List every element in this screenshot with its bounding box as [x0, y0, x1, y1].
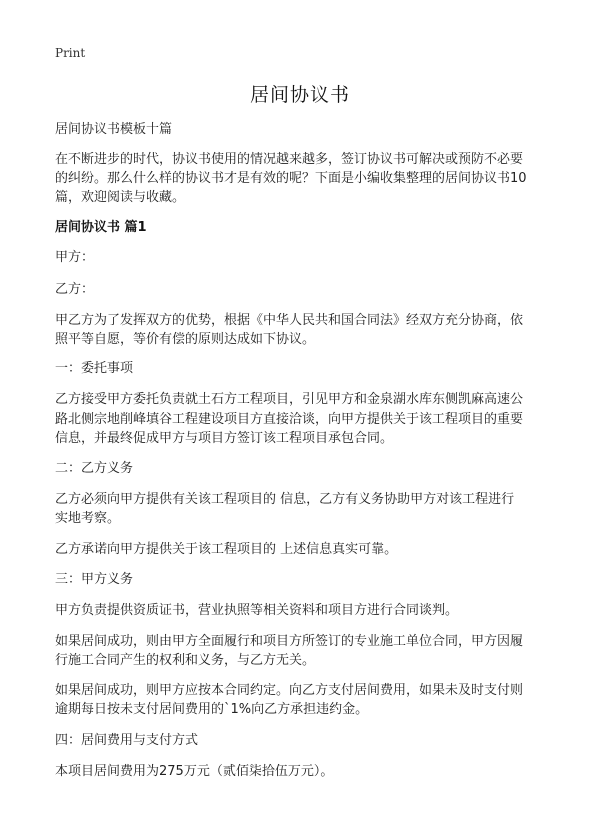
- page-title: 居间协议书: [249, 84, 350, 106]
- clause-1-line-1: 乙方接受甲方委托负责就土石方工程项目，引见甲方和金泉湖水库东侧凯麻高速公: [55, 392, 524, 407]
- clause-1-line-2: 路北侧宗地削峰填谷工程建设项目方直接洽谈，向甲方提供关于该工程项目的重要: [55, 412, 524, 427]
- clause-2-line-1: 乙方必须向甲方提供有关该工程项目的 信息，乙方有义务协助甲方对该工程进行: [55, 492, 515, 507]
- intro-line-1: 在不断进步的时代，协议书使用的情况越来越多，签订协议书可解决或预防不必要: [55, 152, 524, 167]
- clause-4-paragraph: 本项目居间费用为275万元（贰佰柒拾伍万元）。: [55, 764, 334, 779]
- clause-3-paragraph-2-line-2: 行施工合同产生的权利和义务，与乙方无关。: [55, 653, 316, 668]
- intro-line-3: 篇，欢迎阅读与收藏。: [55, 190, 186, 205]
- intro-line-2: 的纠纷。那么什么样的协议书才是有效的呢？下面是小编收集整理的居间协议书10: [55, 171, 527, 186]
- clause-2-heading: 二：乙方义务: [55, 461, 134, 476]
- clause-1-heading: 一：委托事项: [55, 361, 134, 376]
- clause-3-paragraph-2-line-1: 如果居间成功，则由甲方全面履行和项目方所签订的专业施工单位合同，甲方因履: [55, 634, 524, 649]
- preamble-line-2: 照平等自愿，等价有偿的原则达成如下协议。: [55, 332, 316, 347]
- clause-2-line-2: 实地考察。: [55, 511, 121, 526]
- section-heading: 居间协议书 篇1: [55, 220, 147, 235]
- party-b-label: 乙方：: [55, 282, 95, 297]
- clause-3-paragraph-3-line-2: 逾期每日按未支付居间费用的`1%向乙方承担违约金。: [55, 702, 369, 717]
- preamble-line-1: 甲乙方为了发挥双方的优势，根据《中华人民共和国合同法》经双方充分协商，依: [55, 313, 524, 328]
- party-a-label: 甲方：: [55, 250, 95, 265]
- print-link[interactable]: Print: [55, 46, 86, 60]
- clause-2-paragraph-2: 乙方承诺向甲方提供关于该工程项目的 上述信息真实可靠。: [55, 542, 398, 557]
- clause-3-paragraph-1: 甲方负责提供资质证书，营业执照等相关资料和项目方进行合同谈判。: [55, 603, 459, 618]
- document-subtitle: 居间协议书模板十篇: [55, 122, 173, 137]
- clause-3-paragraph-3-line-1: 如果居间成功，则甲方应按本合同约定。向乙方支付居间费用，如果未及时支付则: [55, 683, 524, 698]
- clause-4-heading: 四：居间费用与支付方式: [55, 733, 199, 748]
- clause-3-heading: 三：甲方义务: [55, 572, 134, 587]
- clause-1-line-3: 信息，并最终促成甲方与项目方签订该工程项目承包合同。: [55, 431, 394, 446]
